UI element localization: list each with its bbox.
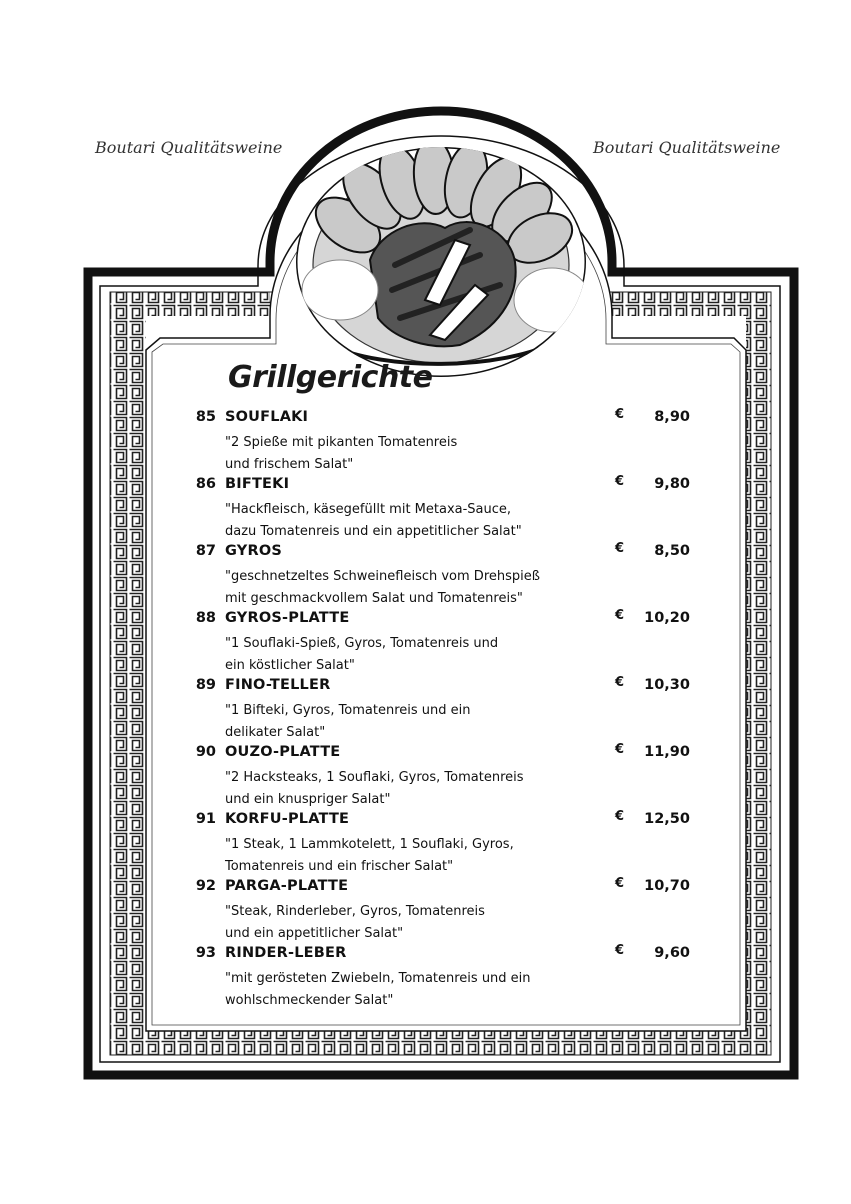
item-number: 89: [195, 677, 216, 693]
description-line: wohlschmeckender Salat": [225, 993, 394, 1008]
item-name: GYROS: [225, 543, 283, 559]
menu-item: [190, 744, 700, 811]
menu-item: [190, 409, 700, 476]
description-line: "2 Spieße mit pikanten Tomatenreis: [225, 435, 458, 450]
currency-symbol: €: [615, 541, 625, 556]
item-description: [225, 700, 700, 744]
item-name: SOUFLAKI: [225, 409, 309, 425]
menu-item: [190, 677, 700, 744]
header-wine-right: Boutari Qualitätsweine: [593, 138, 781, 157]
description-line: dazu Tomatenreis und ein appetitlicher Salat": [225, 524, 522, 539]
item-number: 92: [195, 878, 216, 894]
item-description: [225, 499, 700, 543]
currency-symbol: €: [615, 474, 625, 489]
item-price: 9,60: [654, 945, 690, 961]
currency-symbol: €: [615, 809, 625, 824]
item-description: [225, 968, 700, 1012]
menu-item: [190, 610, 700, 677]
item-number: 88: [195, 610, 216, 626]
item-price: 9,80: [654, 476, 690, 492]
item-name: KORFU-PLATTE: [225, 811, 350, 827]
item-number: 90: [195, 744, 216, 760]
description-line: und ein appetitlicher Salat": [225, 926, 404, 941]
item-number: 86: [195, 476, 216, 492]
header-wine-left: Boutari Qualitätsweine: [95, 138, 283, 157]
currency-symbol: €: [615, 876, 625, 891]
currency-symbol: €: [615, 407, 625, 422]
item-name: FINO-TELLER: [225, 677, 331, 693]
item-name: BIFTEKI: [225, 476, 290, 492]
item-price: 10,70: [644, 878, 690, 894]
menu-item: [190, 811, 700, 878]
section-title: Grillgerichte: [228, 360, 433, 395]
description-line: und ein knuspriger Salat": [225, 792, 391, 807]
currency-symbol: €: [615, 608, 625, 623]
description-line: "Steak, Rinderleber, Gyros, Tomatenreis: [225, 904, 485, 919]
item-number: 85: [195, 409, 216, 425]
description-line: "1 Souflaki-Spieß, Gyros, Tomatenreis und: [225, 636, 499, 651]
currency-symbol: €: [615, 943, 625, 958]
description-line: Tomatenreis und ein frischer Salat": [225, 859, 454, 874]
description-line: "mit gerösteten Zwiebeln, Tomatenreis und ein: [225, 971, 531, 986]
item-description: [225, 767, 700, 811]
item-price: 8,50: [654, 543, 690, 559]
item-price: 8,90: [654, 409, 690, 425]
item-number: 91: [195, 811, 216, 827]
description-line: "2 Hacksteaks, 1 Souflaki, Gyros, Tomatenreis: [225, 770, 524, 785]
description-line: ein köstlicher Salat": [225, 658, 355, 673]
item-name: RINDER-LEBER: [225, 945, 347, 961]
menu-item: [190, 543, 700, 610]
item-description: [225, 834, 700, 878]
item-description: [225, 566, 700, 610]
description-line: "Hackfleisch, käsegefüllt mit Metaxa-Sauce,: [225, 502, 512, 517]
item-name: PARGA-PLATTE: [225, 878, 349, 894]
item-price: 11,90: [644, 744, 690, 760]
menu-item: [190, 476, 700, 543]
menu-item: [190, 878, 700, 945]
description-line: "1 Bifteki, Gyros, Tomatenreis und ein: [225, 703, 471, 718]
description-line: mit geschmackvollem Salat und Tomatenreis": [225, 591, 523, 606]
item-price: 10,30: [644, 677, 690, 693]
description-line: und frischem Salat": [225, 457, 354, 472]
description-line: "1 Steak, 1 Lammkotelett, 1 Souflaki, Gyros,: [225, 837, 514, 852]
currency-symbol: €: [615, 675, 625, 690]
item-price: 12,50: [644, 811, 690, 827]
currency-symbol: €: [615, 742, 625, 757]
item-name: OUZO-PLATTE: [225, 744, 341, 760]
item-number: 93: [195, 945, 216, 961]
item-description: [225, 432, 700, 476]
description-line: "geschnetzeltes Schweinefleisch vom Drehspieß: [225, 569, 540, 584]
description-line: delikater Salat": [225, 725, 326, 740]
item-price: 10,20: [644, 610, 690, 626]
menu-item: [190, 945, 700, 1012]
item-name: GYROS-PLATTE: [225, 610, 350, 626]
item-number: 87: [195, 543, 216, 559]
item-description: [225, 633, 700, 677]
item-description: [225, 901, 700, 945]
